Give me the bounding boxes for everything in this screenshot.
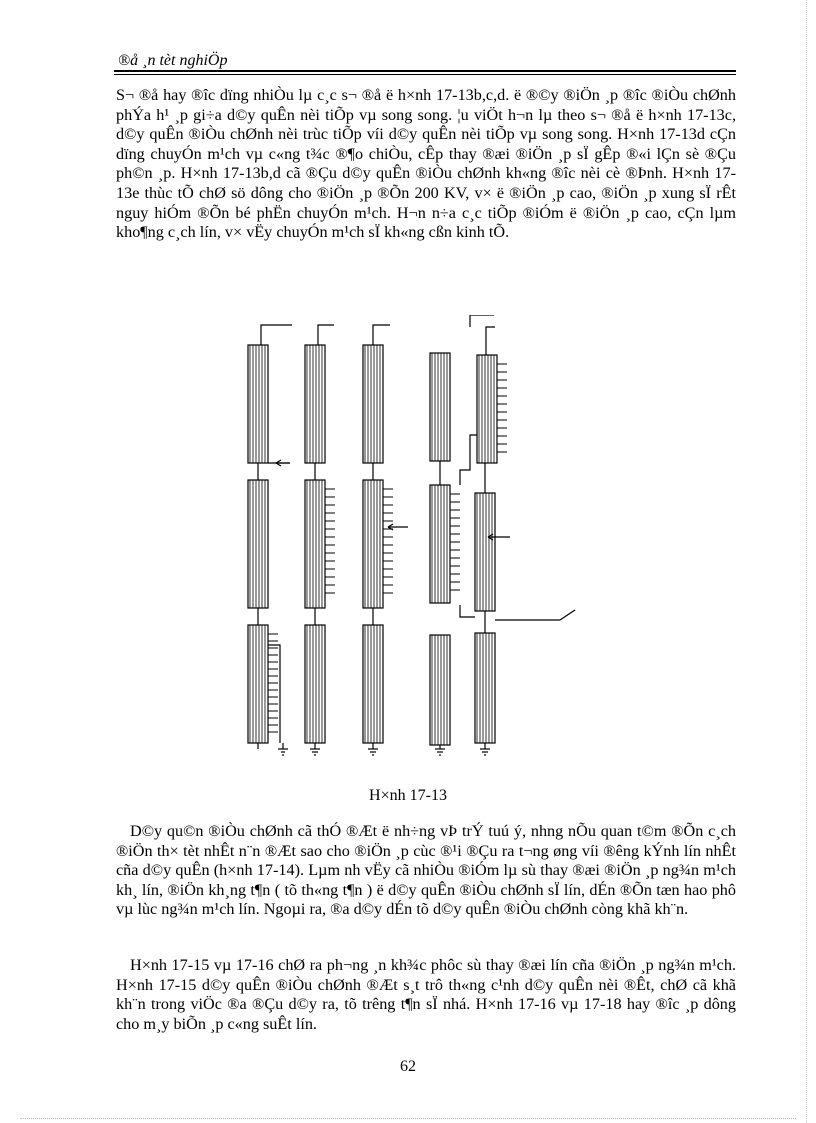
winding-column-e [475,327,575,755]
page-bottom-border [20,1118,796,1119]
paragraph-1: S¬ ®å hay ®îc dïng nhiÒu lµ c¸c s¬ ®å ë h×nh 17-13b,c,d. ë ®©y ®iÖn ¸p ®îc ®iÒu chØnh phÝa h¹ ¸p gi÷a d©y quÊn nèi tiÕp vµ song song. ¦u viÖt h¬n lµ theo s¬ ®å ë h×nh 17-13c, d©y quÊn ®iÒu chØnh nèi trùc tiÕp víi d©y quÊn nèi tiÕp vµ song song. H×nh 17-13d cÇn dïng chuyÓn m¹ch vµ c«ng t¾c ®¶o chiÒu, cÊp thay ®æi ®iÖn ¸p sÏ gÊp ®«i lÇn sè ®Çu ph©n ¸p. H×nh 17-13b,d cã ®Çu d©y quÊn ®iÒu chØnh kh«ng ®îc nèi cè ®Þnh. H×nh 17-13e thùc tÕ chØ sö dông cho ®iÖn ¸p ®Õn 200 KV, v× ë ®iÖn ¸p cao, ®iÖn ¸p xung sÏ rÊt nguy hiÓm ®Õn bé phËn chuyÓn m¹ch. H¬n n÷a c¸c tiÕp ®iÓm ë ®iÖn ¸p cao, cÇn lµm kho¶ng c¸ch lín, v× vËy chuyÓn m¹ch sÏ kh«ng cßn kinh tÕ. [116,86,736,242]
figure-caption: H×nh 17-13 [369,787,447,804]
paragraph-3: H×nh 17-15 vµ 17-16 chØ ra ph¬ng ¸n kh¾c phôc sù thay ®æi lín cña ®iÖn ¸p ng¾n m¹ch. H×nh 17-15 d©y quÊn ®iÒu chØnh ®Æt s¸t trô th«ng c¹nh d©y quÊn nèi ®Êt, chØ cã khã kh¨n trong viÖc ®a ®Çu d©y ra, tõ trêng t¶n sÏ nhá. H×nh 17-16 vµ 17-18 hay ®îc ¸p dông cho m¸y biÕn ¸p c«ng suÊt lín. [116,956,736,1033]
page-number: 62 [400,1058,416,1075]
winding-column-d [363,325,408,755]
header-rule-thin [114,74,736,75]
paragraph-2: D©y qu©n ®iÒu chØnh cã thÓ ®Æt ë nh÷ng vÞ trÝ tuú ý, nhng nÕu quan t©m ®Õn c¸ch ®iÖn th× tèt nhÊt n¨n ®Æt sao cho ®iÖn ¸p cùc ®¹i ®Çu ra t¬ng øng víi ®êng kÝnh lín nhÊt cña d©y quÊn (h×nh 17-14). Lµm nh vËy cã nhiÒu ®iÓm lµ sù thay ®æi ®iÖn ¸p ng¾n m¹ch kh¸ lín, ®iÖn kh¸ng t¶n ( tõ th«ng t¶n ) ë d©y quÊn ®iÒu chØnh sÏ lín, dÉn ®Õn tæn hao phô vµ lùc ng¾n m¹ch lín. Ngoµi ra, ®a d©y dÉn tõ d©y quÊn ®iÒu chØnh còng khã kh¨n. [116,822,736,919]
page-header-title: ®å ¸n tèt nghiÖp [118,52,228,69]
header-rule-thick [114,70,736,72]
winding-column-c [305,325,334,755]
page-right-border [806,0,807,1123]
winding-diagram-figure [230,315,590,760]
winding-column-e-left [430,315,510,755]
